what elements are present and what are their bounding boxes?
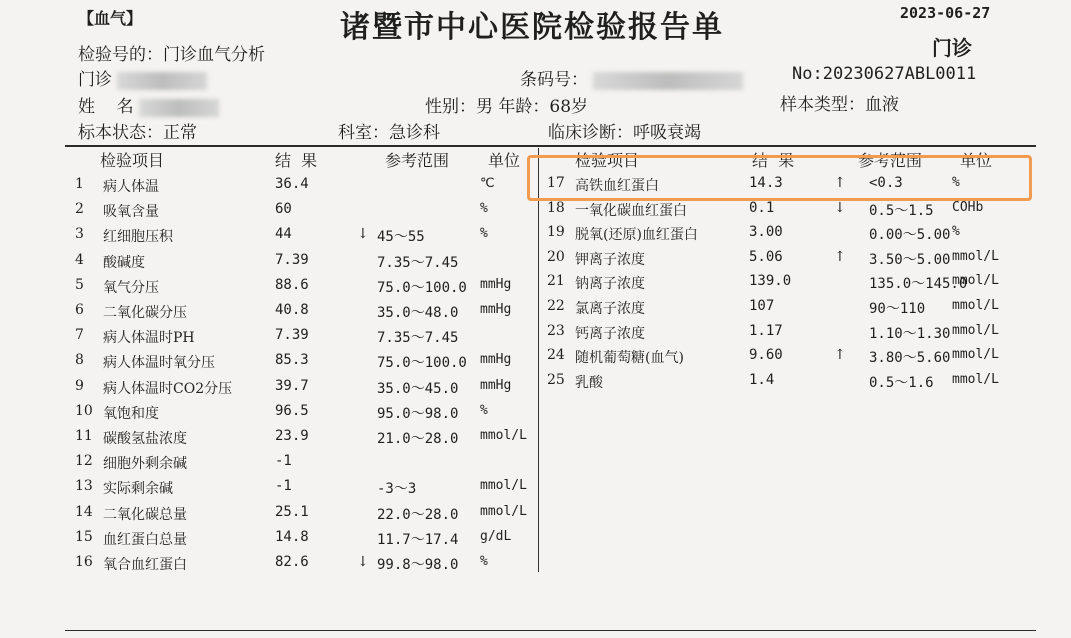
unit: g/dL <box>480 528 512 544</box>
unit: % <box>952 175 960 190</box>
table-row <box>75 428 535 452</box>
test-id-label: 检验号的： <box>78 45 163 65</box>
table-row <box>75 226 535 250</box>
result-value: 85.3 <box>275 352 309 369</box>
unit: COHb <box>952 199 984 215</box>
unit: % <box>480 402 488 418</box>
row-number: 22 <box>547 298 565 314</box>
row-number: 16 <box>75 554 93 570</box>
report-date: 2023-06-27 <box>900 4 991 22</box>
row-number: 2 <box>75 201 84 218</box>
col-header-item-left: 检验项目 <box>100 151 165 170</box>
report-number-value: 20230627ABL0011 <box>822 64 977 84</box>
result-value: 1.17 <box>749 322 783 339</box>
reference-range: 1.10～1.30 <box>869 325 951 342</box>
table-row <box>75 378 535 402</box>
result-value: 25.1 <box>275 503 309 520</box>
result-value: 44 <box>275 226 292 243</box>
result-value: 139.0 <box>749 273 792 290</box>
result-value: -1 <box>275 478 292 495</box>
abnormal-flag: ↑ <box>834 248 846 265</box>
reference-range: 95.0～98.0 <box>377 405 459 422</box>
gender-value: 男 <box>476 97 493 117</box>
department-line <box>338 118 440 143</box>
row-number: 10 <box>75 402 93 419</box>
abnormal-flag: ↑ <box>834 347 846 364</box>
age-label: 年龄： <box>498 97 550 117</box>
result-value: 60 <box>275 201 292 218</box>
abnormal-flag: ↓ <box>357 554 369 570</box>
diagnosis-label: 临床诊断： <box>548 123 633 143</box>
row-number: 17 <box>547 175 565 191</box>
diagnosis-line <box>548 118 701 143</box>
table-row <box>547 224 1027 248</box>
barcode-label: 条码号： <box>520 70 588 90</box>
col-header-unit-left: 单位 <box>488 151 521 170</box>
column-divider <box>538 148 539 572</box>
age-value: 68岁 <box>549 97 589 117</box>
result-value: 39.7 <box>275 377 309 394</box>
row-number: 15 <box>75 528 93 545</box>
row-number: 19 <box>547 224 565 241</box>
unit: mmol/L <box>952 273 999 289</box>
unit: mmol/L <box>952 371 999 387</box>
table-row <box>75 554 535 578</box>
item-name: 一氧化碳血红蛋白 <box>575 202 687 219</box>
result-value: 9.60 <box>749 347 783 364</box>
row-number: 24 <box>547 347 565 364</box>
table-row <box>75 327 535 351</box>
result-value: 0.1 <box>749 199 775 216</box>
row-number: 20 <box>547 248 565 265</box>
department-value: 急诊科 <box>389 123 440 143</box>
report-title: 诸暨市中心医院检验报告单 <box>340 10 724 45</box>
unit: % <box>480 554 488 569</box>
reference-range: 35.0～45.0 <box>377 380 459 397</box>
reference-range: 135.0～145.0 <box>869 276 968 293</box>
result-value: 5.06 <box>749 248 783 265</box>
item-name: 乳酸 <box>575 374 603 391</box>
result-value: 40.8 <box>275 302 309 318</box>
result-value: 1.4 <box>749 371 775 388</box>
row-number: 1 <box>75 176 84 192</box>
col-header-result-right: 结 果 <box>752 151 795 170</box>
reference-range: 75.0～100.0 <box>377 355 467 372</box>
table-row <box>547 347 1027 371</box>
reference-range: -3～3 <box>377 481 417 498</box>
unit: mmol/L <box>480 428 527 443</box>
sample-type-label: 样本类型： <box>780 95 865 115</box>
row-number: 23 <box>547 322 565 339</box>
report-number-label: No: <box>792 64 823 84</box>
highlight-box <box>527 155 1032 201</box>
reference-range: 3.50～5.00 <box>869 251 951 268</box>
reference-range: 21.0～28.0 <box>377 431 459 447</box>
table-row <box>547 323 1027 347</box>
row-number: 25 <box>547 371 565 388</box>
item-name: 高铁血红蛋白 <box>575 178 659 194</box>
table-row <box>75 176 535 200</box>
table-row <box>75 277 535 301</box>
sample-status-label: 标本状态： <box>78 123 163 143</box>
sample-type-line <box>780 90 899 115</box>
unit: mmol/L <box>952 347 999 363</box>
row-number: 4 <box>75 251 84 268</box>
item-name: 随机葡萄糖(血气) <box>575 350 684 367</box>
unit: mmHg <box>480 302 512 317</box>
table-row <box>75 453 535 477</box>
item-name: 氧合血红蛋白 <box>103 557 187 573</box>
row-number: 8 <box>75 352 84 369</box>
reference-range: 75.0～100.0 <box>377 279 467 296</box>
item-name: 二氧化碳分压 <box>103 305 187 321</box>
reference-range: 22.0～28.0 <box>377 506 459 523</box>
item-name: 氧饱和度 <box>103 405 159 422</box>
sample-type-value: 血液 <box>865 95 899 115</box>
unit: % <box>952 224 960 240</box>
row-number: 12 <box>75 453 93 470</box>
table-row <box>75 478 535 502</box>
sample-status-value: 正常 <box>163 123 197 143</box>
unit: % <box>480 201 488 217</box>
table-row <box>75 504 535 528</box>
unit: mmol/L <box>480 478 527 494</box>
result-value: 7.39 <box>275 327 309 344</box>
reference-range: 7.35～7.45 <box>377 254 459 271</box>
item-name: 吸氧含量 <box>103 204 159 221</box>
row-number: 7 <box>75 327 84 344</box>
redacted-clinic-number <box>117 72 207 90</box>
col-header-unit-right: 单位 <box>960 151 993 170</box>
item-name: 病人体温时CO2分压 <box>103 380 233 397</box>
table-top-rule <box>65 145 1036 147</box>
abnormal-flag: ↓ <box>834 199 846 216</box>
result-value: 14.3 <box>749 175 783 191</box>
result-value: 36.4 <box>275 176 309 192</box>
redacted-barcode <box>593 72 743 90</box>
result-value: 23.9 <box>275 428 309 444</box>
table-row <box>75 252 535 276</box>
diagnosis-value: 呼吸衰竭 <box>633 123 701 143</box>
abnormal-flag: ↓ <box>357 226 369 243</box>
item-name: 钠离子浓度 <box>575 276 645 293</box>
row-number: 3 <box>75 226 84 243</box>
row-number: 9 <box>75 377 84 394</box>
unit: mmol/L <box>952 248 999 264</box>
test-id-value: 门诊血气分析 <box>163 45 265 65</box>
item-name: 病人体温 <box>103 179 159 195</box>
reference-range: 0.5～1.6 <box>869 374 934 391</box>
item-name: 细胞外剩余碱 <box>103 456 187 473</box>
result-value: 14.8 <box>275 528 309 545</box>
result-value: 82.6 <box>275 554 309 570</box>
unit: mmHg <box>480 352 512 368</box>
item-name: 钾离子浓度 <box>575 251 645 268</box>
clinic-label: 门诊 <box>78 70 112 90</box>
item-name: 脱氧(还原)血红蛋白 <box>575 227 698 244</box>
result-value: 7.39 <box>275 251 309 268</box>
table-row <box>75 529 535 553</box>
unit: ℃ <box>480 176 495 191</box>
abnormal-flag: ↑ <box>834 175 846 191</box>
table-row <box>547 249 1027 273</box>
unit: mmol/L <box>952 322 999 338</box>
report-number <box>792 64 976 84</box>
item-name: 病人体温时氧分压 <box>103 355 215 372</box>
name-label: 姓 名 <box>78 97 134 117</box>
unit: mmol/L <box>480 503 527 519</box>
result-value: 96.5 <box>275 402 309 419</box>
row-number: 21 <box>547 273 565 290</box>
report-category-tag: 【血气】 <box>78 9 143 28</box>
reference-range: <0.3 <box>869 175 903 191</box>
table-row <box>547 298 1027 322</box>
reference-range: 90～110 <box>869 301 926 317</box>
reference-range: 99.8～98.0 <box>377 557 459 573</box>
gender-label: 性别： <box>425 97 476 117</box>
item-name: 氧气分压 <box>103 279 159 296</box>
table-row <box>547 273 1027 297</box>
item-name: 钙离子浓度 <box>575 325 645 342</box>
row-number: 14 <box>75 503 93 520</box>
sample-status-line <box>78 118 197 143</box>
row-number: 11 <box>75 428 93 444</box>
name-line <box>78 92 219 117</box>
department-label: 科室： <box>338 123 389 143</box>
reference-range: 11.7～17.4 <box>377 531 459 548</box>
item-name: 氯离子浓度 <box>575 301 645 317</box>
test-id-line <box>78 40 265 65</box>
table-bottom-rule <box>65 630 1036 631</box>
table-row <box>75 403 535 427</box>
redacted-patient-name <box>139 99 219 117</box>
col-header-ref-left: 参考范围 <box>385 151 450 170</box>
table-row <box>75 352 535 376</box>
item-name: 血红蛋白总量 <box>103 531 187 548</box>
reference-range: 45～55 <box>377 229 425 246</box>
barcode-line <box>520 65 743 90</box>
row-number: 6 <box>75 302 84 318</box>
result-value: 88.6 <box>275 276 309 293</box>
item-name: 酸碱度 <box>103 254 145 271</box>
table-row <box>547 200 1027 224</box>
unit: mmHg <box>480 276 512 292</box>
reference-range: 0.5～1.5 <box>869 202 934 219</box>
col-header-item-right: 检验项目 <box>575 151 640 170</box>
table-row <box>75 201 535 225</box>
clinic-line <box>78 65 207 90</box>
result-value: 3.00 <box>749 224 783 241</box>
visit-type: 门诊 <box>932 36 972 60</box>
col-header-result-left: 结 果 <box>275 151 318 170</box>
table-row <box>547 372 1027 396</box>
row-number: 13 <box>75 478 93 495</box>
row-number: 18 <box>547 199 565 216</box>
reference-range: 35.0～48.0 <box>377 305 459 321</box>
unit: mmHg <box>480 377 512 393</box>
reference-range: 0.00～5.00 <box>869 227 951 244</box>
row-number: 5 <box>75 276 84 293</box>
gender-age-line <box>425 92 588 117</box>
col-header-ref-right: 参考范围 <box>858 151 923 170</box>
unit: mmol/L <box>952 298 999 313</box>
item-name: 碳酸氢盐浓度 <box>103 431 187 447</box>
item-name: 实际剩余碱 <box>103 481 173 498</box>
reference-range: 7.35～7.45 <box>377 330 459 347</box>
item-name: 红细胞压积 <box>103 229 173 246</box>
item-name: 病人体温时PH <box>103 330 195 347</box>
unit: % <box>480 226 488 242</box>
result-value: 107 <box>749 298 775 314</box>
reference-range: 3.80～5.60 <box>869 350 951 367</box>
item-name: 二氧化碳总量 <box>103 506 187 523</box>
result-value: -1 <box>275 453 292 470</box>
table-row <box>75 302 535 326</box>
